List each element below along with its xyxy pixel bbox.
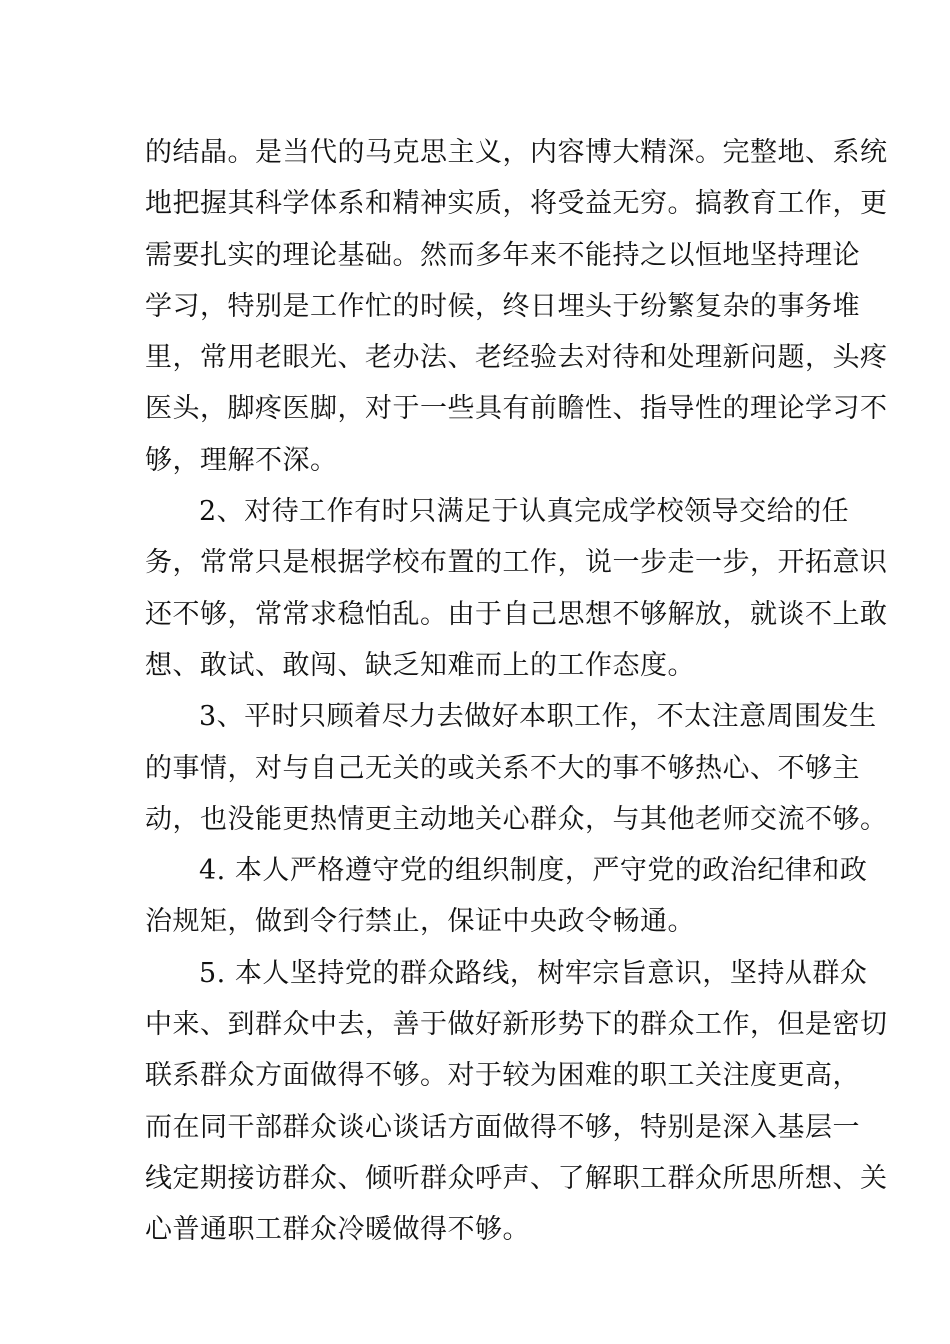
text-line: 而在同干部群众谈心谈话方面做得不够，特别是深入基层一 <box>145 1111 860 1143</box>
text-line: 里，常用老眼光、老办法、老经验去对待和处理新问题，头疼 <box>145 342 888 374</box>
text-line: 2、对待工作有时只满足于认真完成学校领导交给的任 <box>199 496 850 528</box>
text-line: 的结晶。是当代的马克思主义，内容博大精深。完整地、系统 <box>145 137 888 168</box>
text-line: 线定期接访群众、倾听群众呼声、了解职工群众所思所想、关 <box>145 1162 888 1194</box>
text-line: 地把握其科学体系和精神实质，将受益无穷。搞教育工作，更 <box>145 188 888 220</box>
text-line: 的事情，对与自己无关的或关系不大的事不够热心、不够主 <box>145 752 860 784</box>
text-line: 想、敢试、敢闯、缺乏知难而上的工作态度。 <box>145 649 695 681</box>
text-line: 5. 本人坚持党的群众路线，树牢宗旨意识，坚持从群众 <box>199 957 868 989</box>
text-line: 需要扎实的理论基础。然而多年来不能持之以恒地坚持理论 <box>145 239 860 271</box>
text-line: 治规矩，做到令行禁止，保证中央政令畅通。 <box>145 906 695 938</box>
paragraph-2 <box>145 486 888 691</box>
paragraph-3 <box>145 691 888 845</box>
text-line: 还不够，常常求稳怕乱。由于自己思想不够解放，就谈不上敢 <box>145 598 888 630</box>
text-line: 动，也没能更热情更主动地关心群众，与其他老师交流不够。 <box>145 803 888 835</box>
paragraph-1 <box>145 127 888 486</box>
document-body <box>145 127 888 1256</box>
text-line: 联系群众方面做得不够。对于较为困难的职工关注度更高， <box>145 1060 860 1092</box>
text-line: 学习，特别是工作忙的时候，终日埋头于纷繁复杂的事务堆 <box>145 290 860 322</box>
paragraph-5 <box>145 948 888 1256</box>
text-line: 4. 本人严格遵守党的组织制度，严守党的政治纪律和政 <box>199 855 868 887</box>
text-line: 医头，脚疼医脚，对于一些具有前瞻性、指导性的理论学习不 <box>145 393 888 425</box>
text-line: 中来、到群众中去，善于做好新形势下的群众工作，但是密切 <box>145 1009 888 1041</box>
text-line: 够，理解不深。 <box>145 444 338 476</box>
text-line: 心普通职工群众冷暖做得不够。 <box>145 1214 530 1246</box>
paragraph-4 <box>145 845 868 948</box>
text-line: 务，常常只是根据学校布置的工作，说一步走一步，开拓意识 <box>145 547 888 579</box>
text-line: 3、平时只顾着尽力去做好本职工作，不太注意周围发生 <box>199 701 877 733</box>
